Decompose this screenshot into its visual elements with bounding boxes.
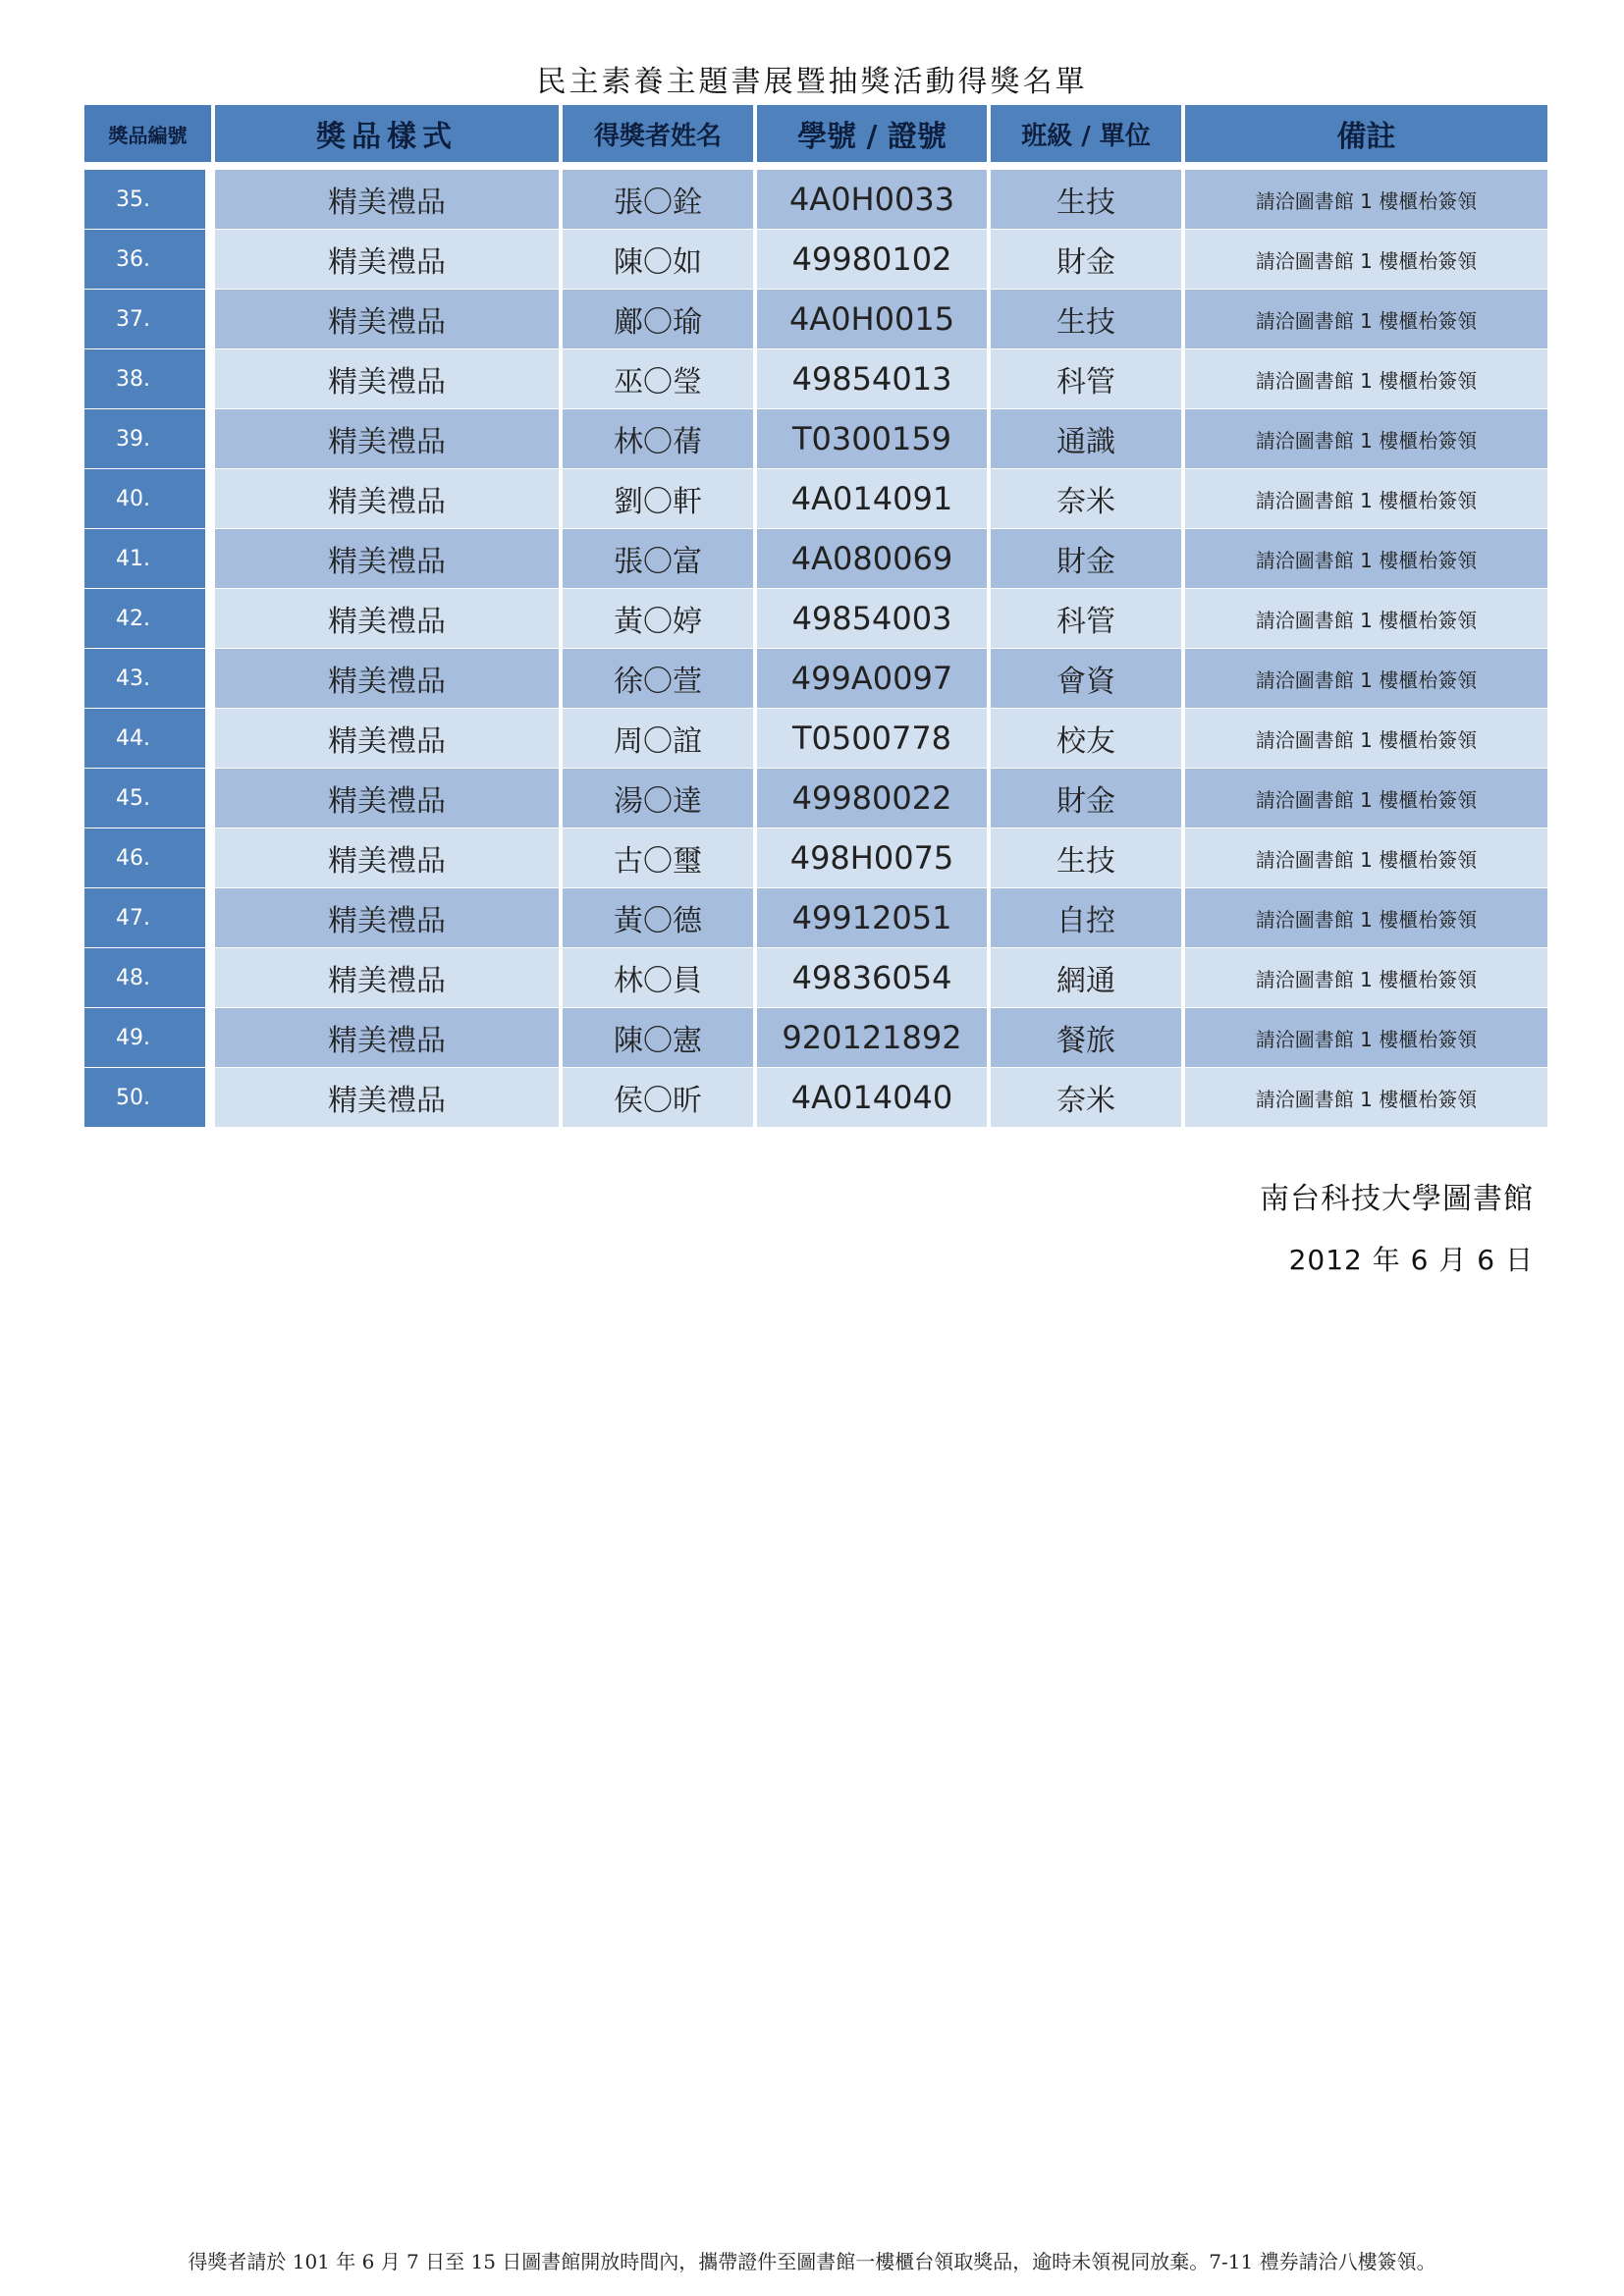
prize-item-cell: 精美禮品 xyxy=(215,230,563,289)
class-unit-cell: 財金 xyxy=(991,769,1185,828)
note-cell: 請洽圖書館 1 樓櫃枱簽領 xyxy=(1185,769,1547,828)
prize-number-cell: 38. xyxy=(84,349,215,408)
student-id-cell: T0500778 xyxy=(757,709,991,768)
prize-item-cell: 精美禮品 xyxy=(215,709,563,768)
header-prize-number: 獎品編號 xyxy=(84,105,215,162)
note-cell: 請洽圖書館 1 樓櫃枱簽領 xyxy=(1185,469,1547,528)
prize-item-cell: 精美禮品 xyxy=(215,589,563,648)
library-name: 南台科技大學圖書館 xyxy=(1260,1182,1534,1216)
note-cell: 請洽圖書館 1 樓櫃枱簽領 xyxy=(1185,709,1547,768)
header-note: 備註 xyxy=(1185,105,1547,162)
prize-number-cell: 37. xyxy=(84,290,215,348)
prize-number-cell: 44. xyxy=(84,709,215,768)
prize-number-cell: 36. xyxy=(84,230,215,289)
prize-item-cell: 精美禮品 xyxy=(215,1068,563,1127)
table-row xyxy=(84,769,1547,828)
note-cell: 請洽圖書館 1 樓櫃枱簽領 xyxy=(1185,409,1547,468)
note-cell: 請洽圖書館 1 樓櫃枱簽領 xyxy=(1185,349,1547,408)
note-cell: 請洽圖書館 1 樓櫃枱簽領 xyxy=(1185,649,1547,708)
winners-table xyxy=(84,105,1547,1128)
winner-name-cell: 林〇蒨 xyxy=(563,409,757,468)
table-row xyxy=(84,1068,1547,1127)
student-id-cell: 4A014091 xyxy=(757,469,991,528)
student-id-cell: 920121892 xyxy=(757,1008,991,1067)
footer-note: 得獎者請於 101 年 6 月 7 日至 15 日圖書館開放時間內，攜帶證件至圖書館一樓櫃台領取獎品，逾時未領視同放棄。7-11 禮券請洽八樓簽領。 xyxy=(188,2250,1436,2273)
prize-item-cell: 精美禮品 xyxy=(215,828,563,887)
note-cell: 請洽圖書館 1 樓櫃枱簽領 xyxy=(1185,1068,1547,1127)
winner-name-cell: 陳〇如 xyxy=(563,230,757,289)
prize-item-cell: 精美禮品 xyxy=(215,769,563,828)
table-row xyxy=(84,469,1547,528)
document-title: 民主素養主題書展暨抽獎活動得獎名單 xyxy=(536,65,1088,99)
table-row xyxy=(84,170,1547,229)
class-unit-cell: 餐旅 xyxy=(991,1008,1185,1067)
class-unit-cell: 科管 xyxy=(991,349,1185,408)
student-id-cell: 4A0H0033 xyxy=(757,170,991,229)
winner-name-cell: 張〇銓 xyxy=(563,170,757,229)
winner-name-cell: 湯〇達 xyxy=(563,769,757,828)
table-row xyxy=(84,589,1547,648)
class-unit-cell: 生技 xyxy=(991,828,1185,887)
header-student-id: 學號 / 證號 xyxy=(757,105,991,162)
prize-number-cell: 43. xyxy=(84,649,215,708)
class-unit-cell: 奈米 xyxy=(991,1068,1185,1127)
table-row xyxy=(84,649,1547,708)
table-row xyxy=(84,230,1547,289)
prize-number-cell: 49. xyxy=(84,1008,215,1067)
table-body xyxy=(84,170,1547,1127)
winner-name-cell: 黃〇德 xyxy=(563,888,757,947)
prize-number-cell: 45. xyxy=(84,769,215,828)
winner-name-cell: 徐〇萱 xyxy=(563,649,757,708)
note-cell: 請洽圖書館 1 樓櫃枱簽領 xyxy=(1185,529,1547,588)
prize-item-cell: 精美禮品 xyxy=(215,290,563,348)
table-row xyxy=(84,948,1547,1007)
signature-block xyxy=(1260,1174,1534,1278)
prize-item-cell: 精美禮品 xyxy=(215,170,563,229)
note-cell: 請洽圖書館 1 樓櫃枱簽領 xyxy=(1185,230,1547,289)
prize-number-cell: 48. xyxy=(84,948,215,1007)
class-unit-cell: 通識 xyxy=(991,409,1185,468)
student-id-cell: T0300159 xyxy=(757,409,991,468)
prize-number-cell: 35. xyxy=(84,170,215,229)
note-cell: 請洽圖書館 1 樓櫃枱簽領 xyxy=(1185,828,1547,887)
winner-name-cell: 巫〇瑩 xyxy=(563,349,757,408)
student-id-cell: 4A014040 xyxy=(757,1068,991,1127)
student-id-cell: 498H0075 xyxy=(757,828,991,887)
prize-number-cell: 50. xyxy=(84,1068,215,1127)
class-unit-cell: 生技 xyxy=(991,170,1185,229)
student-id-cell: 499A0097 xyxy=(757,649,991,708)
table-row xyxy=(84,409,1547,468)
note-cell: 請洽圖書館 1 樓櫃枱簽領 xyxy=(1185,170,1547,229)
note-cell: 請洽圖書館 1 樓櫃枱簽領 xyxy=(1185,948,1547,1007)
winner-name-cell: 黃〇婷 xyxy=(563,589,757,648)
class-unit-cell: 網通 xyxy=(991,948,1185,1007)
prize-number-cell: 42. xyxy=(84,589,215,648)
table-header-row xyxy=(84,105,1547,162)
prize-item-cell: 精美禮品 xyxy=(215,469,563,528)
table-row xyxy=(84,349,1547,408)
winner-name-cell: 鄺〇瑜 xyxy=(563,290,757,348)
student-id-cell: 49980022 xyxy=(757,769,991,828)
table-row xyxy=(84,828,1547,887)
student-id-cell: 49854013 xyxy=(757,349,991,408)
winner-name-cell: 侯〇昕 xyxy=(563,1068,757,1127)
table-row xyxy=(84,529,1547,588)
class-unit-cell: 奈米 xyxy=(991,469,1185,528)
class-unit-cell: 科管 xyxy=(991,589,1185,648)
winner-name-cell: 林〇員 xyxy=(563,948,757,1007)
issue-date: 2012 年 6 月 6 日 xyxy=(1288,1244,1534,1276)
prize-item-cell: 精美禮品 xyxy=(215,529,563,588)
prize-number-cell: 46. xyxy=(84,828,215,887)
class-unit-cell: 校友 xyxy=(991,709,1185,768)
header-prize-item: 獎品樣式 xyxy=(215,105,563,162)
winner-name-cell: 陳〇憲 xyxy=(563,1008,757,1067)
student-id-cell: 49980102 xyxy=(757,230,991,289)
class-unit-cell: 生技 xyxy=(991,290,1185,348)
note-cell: 請洽圖書館 1 樓櫃枱簽領 xyxy=(1185,589,1547,648)
class-unit-cell: 財金 xyxy=(991,230,1185,289)
class-unit-cell: 財金 xyxy=(991,529,1185,588)
student-id-cell: 4A080069 xyxy=(757,529,991,588)
table-row xyxy=(84,1008,1547,1067)
prize-item-cell: 精美禮品 xyxy=(215,349,563,408)
prize-number-cell: 40. xyxy=(84,469,215,528)
note-cell: 請洽圖書館 1 樓櫃枱簽領 xyxy=(1185,1008,1547,1067)
header-winner-name: 得獎者姓名 xyxy=(563,105,757,162)
student-id-cell: 4A0H0015 xyxy=(757,290,991,348)
class-unit-cell: 自控 xyxy=(991,888,1185,947)
prize-number-cell: 41. xyxy=(84,529,215,588)
prize-item-cell: 精美禮品 xyxy=(215,948,563,1007)
table-row xyxy=(84,709,1547,768)
note-cell: 請洽圖書館 1 樓櫃枱簽領 xyxy=(1185,290,1547,348)
student-id-cell: 49836054 xyxy=(757,948,991,1007)
note-cell: 請洽圖書館 1 樓櫃枱簽領 xyxy=(1185,888,1547,947)
student-id-cell: 49854003 xyxy=(757,589,991,648)
winner-name-cell: 劉〇軒 xyxy=(563,469,757,528)
student-id-cell: 49912051 xyxy=(757,888,991,947)
prize-item-cell: 精美禮品 xyxy=(215,649,563,708)
prize-item-cell: 精美禮品 xyxy=(215,409,563,468)
winner-name-cell: 張〇富 xyxy=(563,529,757,588)
table-row xyxy=(84,888,1547,947)
prize-number-cell: 47. xyxy=(84,888,215,947)
winner-name-cell: 周〇誼 xyxy=(563,709,757,768)
prize-item-cell: 精美禮品 xyxy=(215,888,563,947)
table-row xyxy=(84,290,1547,348)
winner-name-cell: 古〇璽 xyxy=(563,828,757,887)
header-class-unit: 班級 / 單位 xyxy=(991,105,1185,162)
class-unit-cell: 會資 xyxy=(991,649,1185,708)
prize-number-cell: 39. xyxy=(84,409,215,468)
prize-item-cell: 精美禮品 xyxy=(215,1008,563,1067)
